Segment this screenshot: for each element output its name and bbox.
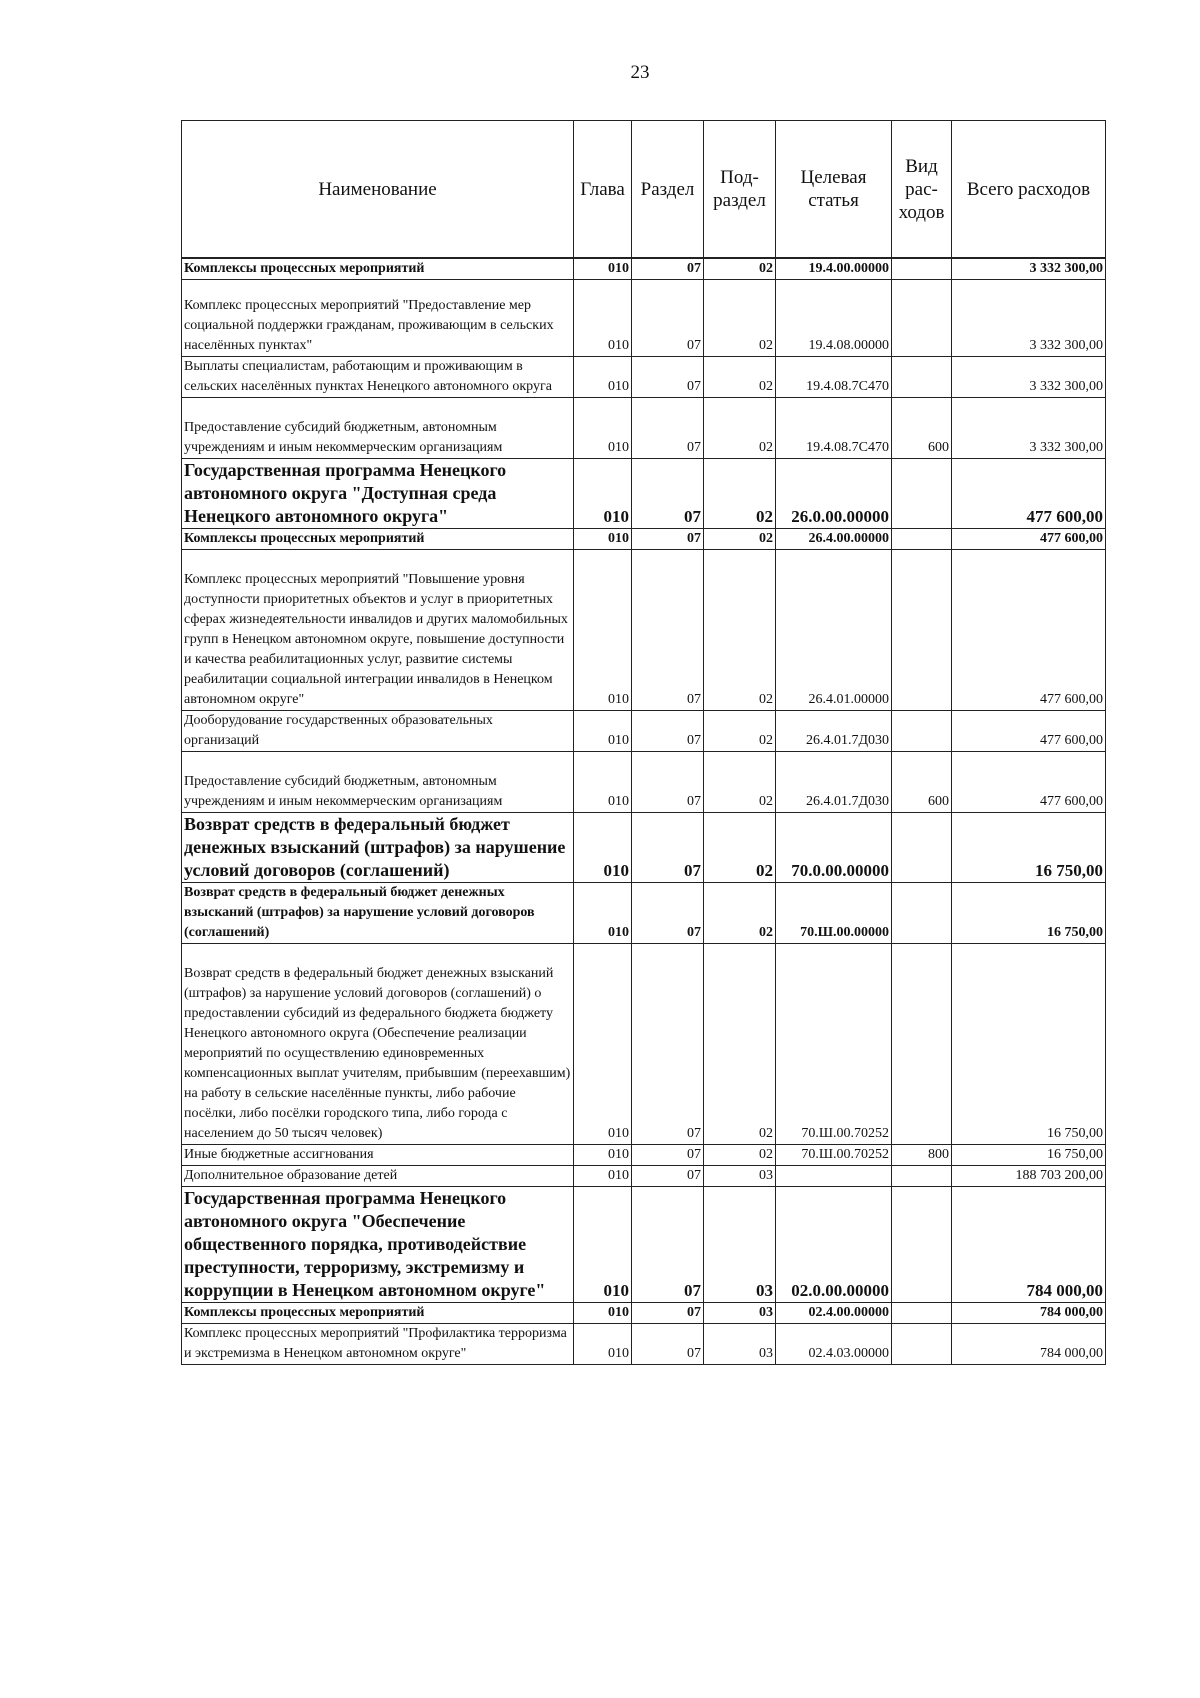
cell-glava: 010 [574, 813, 632, 883]
cell-name: Предоставление субсидий бюджетным, автономным учреждениям и иным некоммерческим организациям [182, 752, 574, 813]
cell-vid-raskhodov [892, 1324, 952, 1365]
cell-name: Комплексы процессных мероприятий [182, 529, 574, 550]
cell-tselevaya-statya: 02.4.03.00000 [776, 1324, 892, 1365]
cell-tselevaya-statya: 26.0.00.00000 [776, 459, 892, 529]
cell-podrazdel: 02 [704, 883, 776, 944]
header-podrazdel: Под- раздел [704, 121, 776, 259]
cell-vid-raskhodov [892, 357, 952, 398]
header-razdel: Раздел [632, 121, 704, 259]
cell-tselevaya-statya: 02.4.00.00000 [776, 1303, 892, 1324]
cell-vid-raskhodov [892, 529, 952, 550]
cell-total: 16 750,00 [952, 1145, 1106, 1166]
cell-razdel: 07 [632, 1145, 704, 1166]
cell-podrazdel: 02 [704, 258, 776, 280]
cell-vid-raskhodov [892, 280, 952, 357]
header-name: Наименование [182, 121, 574, 259]
cell-podrazdel: 02 [704, 280, 776, 357]
header-tselevaya-statya: Целевая статья [776, 121, 892, 259]
cell-razdel: 07 [632, 529, 704, 550]
cell-vid-raskhodov [892, 550, 952, 711]
cell-name: Возврат средств в федеральный бюджет денежных взысканий (штрафов) за нарушение условий договоров (соглашений) [182, 813, 574, 883]
cell-glava: 010 [574, 1145, 632, 1166]
cell-total: 477 600,00 [952, 550, 1106, 711]
cell-name: Государственная программа Ненецкого автономного округа "Доступная среда Ненецкого автономного округа" [182, 459, 574, 529]
table-row [182, 258, 1106, 280]
table-row [182, 711, 1106, 752]
table-row [182, 529, 1106, 550]
cell-glava: 010 [574, 1187, 632, 1303]
cell-total: 16 750,00 [952, 813, 1106, 883]
cell-vid-raskhodov [892, 883, 952, 944]
table-header-row [182, 121, 1106, 259]
cell-glava: 010 [574, 280, 632, 357]
cell-tselevaya-statya: 19.4.08.7С470 [776, 398, 892, 459]
cell-glava: 010 [574, 883, 632, 944]
cell-tselevaya-statya: 70.Ш.00.70252 [776, 944, 892, 1145]
cell-vid-raskhodov: 800 [892, 1145, 952, 1166]
cell-razdel: 07 [632, 752, 704, 813]
cell-glava: 010 [574, 529, 632, 550]
cell-glava: 010 [574, 459, 632, 529]
page-number: 23 [630, 62, 650, 83]
cell-vid-raskhodov [892, 459, 952, 529]
cell-name: Дополнительное образование детей [182, 1166, 574, 1187]
cell-razdel: 07 [632, 258, 704, 280]
cell-name: Комплекс процессных мероприятий "Предоставление мер социальной поддержки гражданам, проживающим в сельских населённых пунктах" [182, 280, 574, 357]
cell-tselevaya-statya: 70.0.00.00000 [776, 813, 892, 883]
cell-vid-raskhodov [892, 1303, 952, 1324]
table-row [182, 550, 1106, 711]
cell-glava: 010 [574, 550, 632, 711]
cell-glava: 010 [574, 1303, 632, 1324]
cell-name: Государственная программа Ненецкого автономного округа "Обеспечение общественного порядка, противодействие преступности, терроризму, экстремизму и коррупции в Ненецком автономном округе" [182, 1187, 574, 1303]
cell-total: 477 600,00 [952, 529, 1106, 550]
cell-podrazdel: 02 [704, 752, 776, 813]
cell-total: 3 332 300,00 [952, 357, 1106, 398]
cell-name: Комплекс процессных мероприятий "Профилактика терроризма и экстремизма в Ненецком автономном округе" [182, 1324, 574, 1365]
cell-glava: 010 [574, 752, 632, 813]
cell-name: Комплексы процессных мероприятий [182, 1303, 574, 1324]
table-row [182, 398, 1106, 459]
cell-podrazdel: 02 [704, 711, 776, 752]
cell-vid-raskhodov [892, 1166, 952, 1187]
cell-name: Комплексы процессных мероприятий [182, 258, 574, 280]
cell-podrazdel: 02 [704, 550, 776, 711]
table-row [182, 1166, 1106, 1187]
table-row [182, 813, 1106, 883]
cell-razdel: 07 [632, 398, 704, 459]
cell-glava: 010 [574, 357, 632, 398]
cell-tselevaya-statya: 70.Ш.00.00000 [776, 883, 892, 944]
cell-podrazdel: 03 [704, 1324, 776, 1365]
cell-tselevaya-statya: 26.4.01.00000 [776, 550, 892, 711]
cell-podrazdel: 02 [704, 398, 776, 459]
cell-glava: 010 [574, 711, 632, 752]
cell-tselevaya-statya: 26.4.01.7Д030 [776, 711, 892, 752]
cell-vid-raskhodov [892, 944, 952, 1145]
cell-vid-raskhodov: 600 [892, 752, 952, 813]
cell-tselevaya-statya: 70.Ш.00.70252 [776, 1145, 892, 1166]
cell-glava: 010 [574, 258, 632, 280]
cell-glava: 010 [574, 398, 632, 459]
cell-razdel: 07 [632, 459, 704, 529]
cell-podrazdel: 03 [704, 1187, 776, 1303]
cell-vid-raskhodov: 600 [892, 398, 952, 459]
header-glava: Глава [574, 121, 632, 259]
cell-razdel: 07 [632, 357, 704, 398]
cell-podrazdel: 03 [704, 1303, 776, 1324]
table-row [182, 883, 1106, 944]
cell-razdel: 07 [632, 1187, 704, 1303]
cell-total: 784 000,00 [952, 1187, 1106, 1303]
budget-table [181, 120, 1106, 1365]
cell-vid-raskhodov [892, 1187, 952, 1303]
header-total: Всего расходов [952, 121, 1106, 259]
cell-podrazdel: 02 [704, 357, 776, 398]
cell-tselevaya-statya: 19.4.08.00000 [776, 280, 892, 357]
header-vid-raskhodov: Вид рас- ходов [892, 121, 952, 259]
cell-razdel: 07 [632, 1166, 704, 1187]
cell-razdel: 07 [632, 550, 704, 711]
cell-razdel: 07 [632, 1303, 704, 1324]
cell-total: 477 600,00 [952, 752, 1106, 813]
cell-vid-raskhodov [892, 813, 952, 883]
cell-tselevaya-statya [776, 1166, 892, 1187]
cell-name: Предоставление субсидий бюджетным, автономным учреждениям и иным некоммерческим организациям [182, 398, 574, 459]
cell-name: Дооборудование государственных образовательных организаций [182, 711, 574, 752]
cell-total: 16 750,00 [952, 883, 1106, 944]
cell-total: 3 332 300,00 [952, 398, 1106, 459]
cell-name: Выплаты специалистам, работающим и проживающим в сельских населённых пунктах Ненецкого автономного округа [182, 357, 574, 398]
table-row [182, 1145, 1106, 1166]
cell-name: Возврат средств в федеральный бюджет денежных взысканий (штрафов) за нарушение условий договоров (соглашений) [182, 883, 574, 944]
cell-total: 477 600,00 [952, 711, 1106, 752]
cell-total: 188 703 200,00 [952, 1166, 1106, 1187]
cell-podrazdel: 02 [704, 529, 776, 550]
cell-total: 3 332 300,00 [952, 280, 1106, 357]
cell-tselevaya-statya: 02.0.00.00000 [776, 1187, 892, 1303]
cell-glava: 010 [574, 1324, 632, 1365]
cell-razdel: 07 [632, 1324, 704, 1365]
cell-razdel: 07 [632, 944, 704, 1145]
table-row [182, 1324, 1106, 1365]
cell-razdel: 07 [632, 711, 704, 752]
table-row [182, 1303, 1106, 1324]
cell-tselevaya-statya: 19.4.00.00000 [776, 258, 892, 280]
cell-tselevaya-statya: 19.4.08.7С470 [776, 357, 892, 398]
cell-razdel: 07 [632, 883, 704, 944]
cell-podrazdel: 02 [704, 944, 776, 1145]
table-row [182, 357, 1106, 398]
cell-tselevaya-statya: 26.4.00.00000 [776, 529, 892, 550]
table-row [182, 944, 1106, 1145]
table-row [182, 459, 1106, 529]
cell-razdel: 07 [632, 813, 704, 883]
cell-podrazdel: 03 [704, 1166, 776, 1187]
cell-total: 784 000,00 [952, 1324, 1106, 1365]
cell-name: Иные бюджетные ассигнования [182, 1145, 574, 1166]
cell-podrazdel: 02 [704, 813, 776, 883]
cell-razdel: 07 [632, 280, 704, 357]
cell-total: 16 750,00 [952, 944, 1106, 1145]
cell-vid-raskhodov [892, 711, 952, 752]
table-row [182, 752, 1106, 813]
cell-vid-raskhodov [892, 258, 952, 280]
cell-total: 784 000,00 [952, 1303, 1106, 1324]
table-row [182, 1187, 1106, 1303]
cell-podrazdel: 02 [704, 459, 776, 529]
cell-name: Возврат средств в федеральный бюджет денежных взысканий (штрафов) за нарушение условий договоров (соглашений) о предоставлении субсидий из федерального бюджета бюджету Ненецкого автономного округа (Обеспечение реализации мероприятий по осуществлению единовременных компенсационных выплат учителям, прибывшим (переехавшим) на работу в сельские населённые пункты, либо рабочие посёлки, либо посёлки городского типа, либо города с населением до 50 тысяч человек) [182, 944, 574, 1145]
cell-glava: 010 [574, 944, 632, 1145]
cell-total: 3 332 300,00 [952, 258, 1106, 280]
cell-name: Комплекс процессных мероприятий "Повышение уровня доступности приоритетных объектов и услуг в приоритетных сферах жизнедеятельности инвалидов и других маломобильных групп в Ненецком автономном округе, повышение доступности и качества реабилитационных услуг, развитие системы реабилитации социальной интеграции инвалидов в Ненецком автономном округе" [182, 550, 574, 711]
cell-tselevaya-statya: 26.4.01.7Д030 [776, 752, 892, 813]
cell-podrazdel: 02 [704, 1145, 776, 1166]
cell-glava: 010 [574, 1166, 632, 1187]
table-row [182, 280, 1106, 357]
table-body [182, 258, 1106, 1365]
cell-total: 477 600,00 [952, 459, 1106, 529]
